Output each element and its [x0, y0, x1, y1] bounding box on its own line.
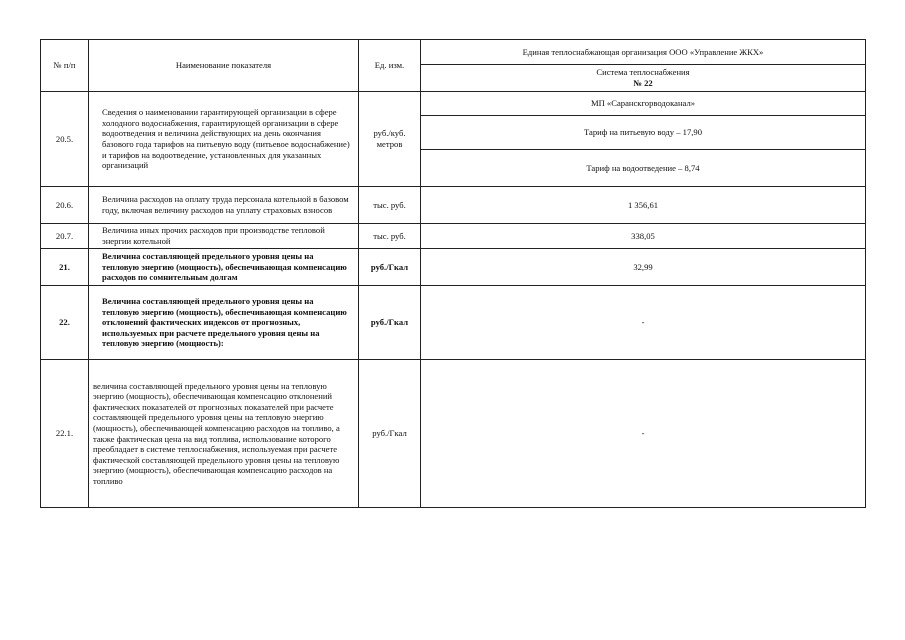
header-col-unit: Ед. изм. [359, 40, 421, 92]
row-name: Сведения о наименовании гарантирующей организации в сфере холодного водоснабжения, гарантирующей организации в сфере водоотведения и величина действующих на день окончания базового года тарифов на питьевую воду (питьевое водоснабжение) и тарифов на водоотведение, установленных для указанных организаций [89, 92, 359, 187]
header-system-number: № 22 [633, 78, 653, 88]
row-number: 22.1. [41, 360, 89, 508]
header-system [421, 65, 866, 92]
row-value: 32,99 [421, 249, 866, 286]
row-value-wastewater-tariff: Тариф на водоотведение – 8,74 [421, 150, 866, 187]
header-col-name: Наименование показателя [89, 40, 359, 92]
row-unit: руб./куб. метров [359, 92, 421, 187]
row-name: Величина составляющей предельного уровня цены на тепловую энергию (мощность), обеспечивающая компенсацию отклонений фактических индексов от прогнозных, используемых при расчете предельного уровня цены на тепловую энергию (мощность): [89, 286, 359, 360]
row-unit: руб./Гкал [359, 360, 421, 508]
row-number: 20.7. [41, 224, 89, 249]
row-name: Величина расходов на оплату труда персонала котельной в базовом году, включая величину расходов на уплату страховых взносов [89, 187, 359, 224]
row-number: 20.6. [41, 187, 89, 224]
row-unit: руб./Гкал [359, 286, 421, 360]
row-unit: руб./Гкал [359, 249, 421, 286]
row-unit: тыс. руб. [359, 187, 421, 224]
row-value: 338,05 [421, 224, 866, 249]
row-name: Величина иных прочих расходов при производстве тепловой энергии котельной [89, 224, 359, 249]
row-name: величина составляющей предельного уровня цены на тепловую энергию (мощность), обеспечивающая компенсацию отклонений фактических показателей от прогнозных показателей при расчете составляющей предельного уровня цены на тепловую энергию (мощность), обеспечивающей компенсацию расходов на топливо, а также фактическая цена на вид топлива, использование которого преобладает в системе теплоснабжения, используемая при расчете фактической составляющей предельного уровня цены на тепловую энергию (мощность), обеспечивающая компенсацию расходов на топливо [89, 360, 359, 508]
row-name: Величина составляющей предельного уровня цены на тепловую энергию (мощность), обеспечивающая компенсацию расходов по сомнительным долгам [89, 249, 359, 286]
header-col-number: № п/п [41, 40, 89, 92]
row-value: 1 356,61 [421, 187, 866, 224]
header-organization: Единая теплоснабжающая организация ООО «Управление ЖКХ» [421, 40, 866, 65]
row-number: 20.5. [41, 92, 89, 187]
row-value: - [421, 360, 866, 508]
row-number: 22. [41, 286, 89, 360]
row-value-water-tariff: Тариф на питьевую воду – 17,90 [421, 116, 866, 150]
row-unit: тыс. руб. [359, 224, 421, 249]
row-value: - [421, 286, 866, 360]
row-number: 21. [41, 249, 89, 286]
tariff-table [40, 39, 866, 508]
header-system-label: Система теплоснабжения [596, 67, 690, 78]
row-value-water-utility: МП «Саранскгорводоканал» [421, 92, 866, 116]
